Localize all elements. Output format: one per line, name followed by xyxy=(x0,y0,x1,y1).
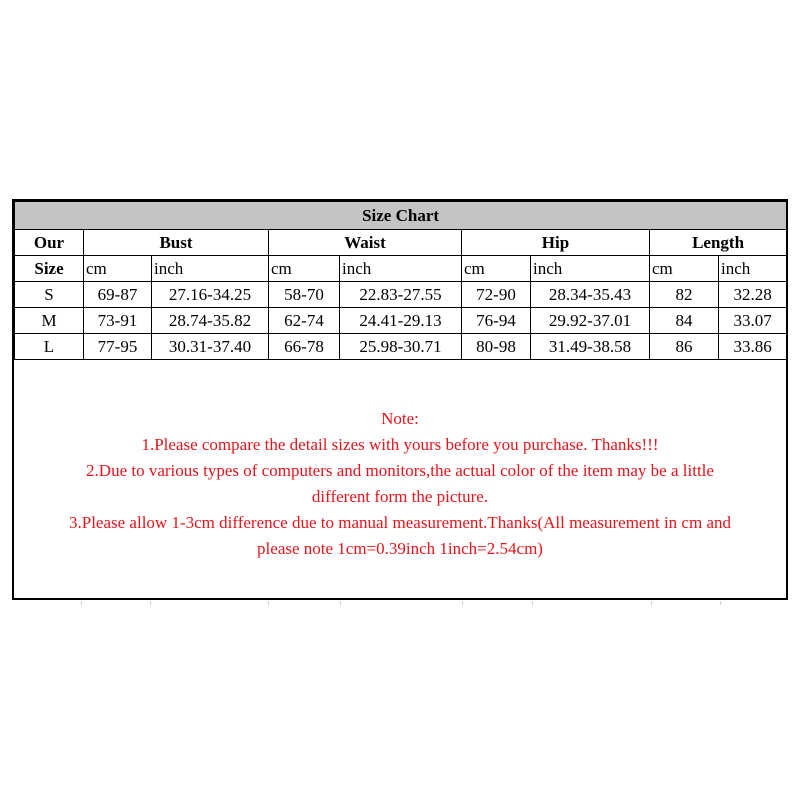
grid-tick xyxy=(150,601,151,605)
table-cell: 27.16-34.25 xyxy=(152,282,269,308)
title-row xyxy=(15,202,787,230)
size-cell: M xyxy=(15,308,84,334)
our-size-label-top: Our xyxy=(15,230,84,256)
table-cell: 31.49-38.58 xyxy=(531,334,650,360)
table-cell: 30.31-37.40 xyxy=(152,334,269,360)
group-length: Length xyxy=(650,230,787,256)
unit-bust-cm: cm xyxy=(84,256,152,282)
chart-title: Size Chart xyxy=(15,202,787,230)
table-cell: 73-91 xyxy=(84,308,152,334)
table-cell: 24.41-29.13 xyxy=(340,308,462,334)
unit-hip-cm: cm xyxy=(462,256,531,282)
group-bust: Bust xyxy=(84,230,269,256)
unit-header-row xyxy=(15,256,787,282)
table-cell: 69-87 xyxy=(84,282,152,308)
group-waist: Waist xyxy=(269,230,462,256)
grid-tick xyxy=(340,601,341,605)
table-cell: 80-98 xyxy=(462,334,531,360)
table-cell: 58-70 xyxy=(269,282,340,308)
unit-waist-cm: cm xyxy=(269,256,340,282)
unit-waist-inch: inch xyxy=(340,256,462,282)
table-cell: 72-90 xyxy=(462,282,531,308)
note-heading: Note: xyxy=(381,409,419,428)
table-cell: 33.86 xyxy=(719,334,787,360)
table-cell: 28.34-35.43 xyxy=(531,282,650,308)
grid-tick xyxy=(532,601,533,605)
table-cell: 32.28 xyxy=(719,282,787,308)
table-cell: 77-95 xyxy=(84,334,152,360)
note-line: 1.Please compare the detail sizes with yours before you purchase. Thanks!!! xyxy=(141,435,659,454)
table-cell: 25.98-30.71 xyxy=(340,334,462,360)
table-cell: 76-94 xyxy=(462,308,531,334)
grid-tick xyxy=(268,601,269,605)
grid-tick xyxy=(462,601,463,605)
grid-tick xyxy=(651,601,652,605)
table-cell: 29.92-37.01 xyxy=(531,308,650,334)
table-cell: 82 xyxy=(650,282,719,308)
group-header-row xyxy=(15,230,787,256)
group-hip: Hip xyxy=(462,230,650,256)
unit-hip-inch: inch xyxy=(531,256,650,282)
table-cell: 84 xyxy=(650,308,719,334)
grid-tick xyxy=(720,601,721,605)
note-line: please note 1cm=0.39inch 1inch=2.54cm) xyxy=(257,539,543,558)
size-chart-table xyxy=(14,201,787,360)
table-cell: 66-78 xyxy=(269,334,340,360)
size-cell: S xyxy=(15,282,84,308)
grid-tick xyxy=(81,601,82,605)
unit-length-cm: cm xyxy=(650,256,719,282)
table-cell: 62-74 xyxy=(269,308,340,334)
unit-bust-inch: inch xyxy=(152,256,269,282)
unit-length-inch: inch xyxy=(719,256,787,282)
table-row xyxy=(15,308,787,334)
note-line: 2.Due to various types of computers and monitors,the actual color of the item may be a little xyxy=(86,461,714,480)
note-line: 3.Please allow 1-3cm difference due to manual measurement.Thanks(All measurement in cm and xyxy=(69,513,731,532)
table-row xyxy=(15,282,787,308)
size-chart-sheet xyxy=(12,199,788,600)
note-line: different form the picture. xyxy=(311,487,489,506)
table-cell: 22.83-27.55 xyxy=(340,282,462,308)
table-cell: 28.74-35.82 xyxy=(152,308,269,334)
our-size-label-bottom: Size xyxy=(15,256,84,282)
table-cell: 86 xyxy=(650,334,719,360)
size-cell: L xyxy=(15,334,84,360)
table-row xyxy=(15,334,787,360)
table-cell: 33.07 xyxy=(719,308,787,334)
gridline-marks xyxy=(0,601,800,605)
notes-block xyxy=(14,406,786,562)
